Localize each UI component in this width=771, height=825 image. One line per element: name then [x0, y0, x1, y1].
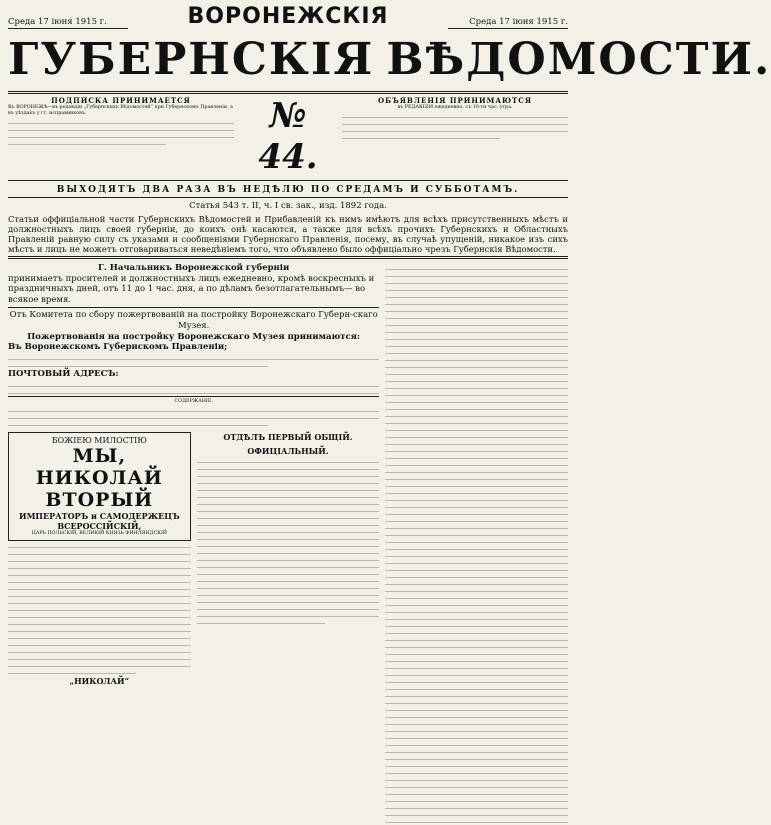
- date-right: Среда 17 іюня 1915 г.: [448, 17, 568, 29]
- manifesto-sub: ЦАРЬ ПОЛЬСКІЙ, ВЕЛИКІЙ КНЯЗЬ ФИНЛЯНДСКІЙ: [31, 530, 168, 536]
- title-right: ВѢДОМОСТИ.: [386, 34, 771, 85]
- postal-address-fineprint: [8, 382, 379, 394]
- contents-title: СОДЕРЖАНІЕ.: [174, 398, 213, 404]
- manifesto-text: [8, 543, 191, 674]
- divider: [8, 197, 568, 198]
- ads-right: [342, 96, 568, 178]
- manifesto-box: [8, 432, 191, 541]
- issue-number: № 44.: [258, 96, 318, 177]
- contents-fineprint: [8, 407, 379, 426]
- museum-place: Въ Воронежскомъ Губернскомъ Правленіи;: [8, 342, 228, 353]
- intro-text: Статьи оффиціальной части Губернскихъ Вѣдомостей и Прибавленій къ нимъ имѣютъ для всѣхъ присутственныхъ мѣстъ и должностныхъ лицъ своей губерніи, до коихъ онѣ касаются, а также для всѣхъ прочихъ Губернскихъ и Областныхъ Правленій равную силу съ указами и сообщеніями Губернскаго Правленія, посему, въ случаѣ упущеній, никакое изъ сихъ мѣстъ и лицъ не можетъ отговариваться неведѣніемъ того, что объявлено было оффиціально чрезъ Губернскія Вѣдомости.: [8, 213, 568, 254]
- date-left: Среда 17 іюня 1915 г.: [8, 17, 128, 29]
- masthead-topline: [8, 4, 568, 29]
- governor-notice-title: Г. Начальникъ Воронежской губерніи: [98, 262, 290, 273]
- body-columns: [8, 263, 568, 823]
- manifesto-name: МЫ, НИКОЛАЙ ВТОРЫЙ: [35, 444, 163, 511]
- subscription-fineprint: [8, 119, 234, 145]
- manifesto-signature: „НИКОЛАЙ“: [69, 675, 130, 686]
- divider: [8, 396, 379, 397]
- right-column-text: [385, 265, 568, 823]
- subscription-text: Въ ВОРОНЕЖѢ—въ редакціи „Губернскихъ Вѣдомостей“ при Губернскомъ Правленіи, а въ уѣздахъ у гг. исправниковъ.: [8, 105, 233, 116]
- museum-heading: Пожертвованія на постройку Воронежскаго Музея принимаются:: [27, 331, 361, 342]
- museum-fineprint: [8, 355, 379, 367]
- manifesto-column: [8, 428, 191, 686]
- department-column: [197, 428, 380, 686]
- statute-line: Статья 543 т. II, ч. I св. зак., изд. 1892 года.: [189, 200, 387, 211]
- department-section: ОТДѢЛЪ ПЕРВЫЙ ОБЩІЙ.: [223, 431, 353, 442]
- department-text: [197, 458, 380, 624]
- postal-address-title: ПОЧТОВЫЙ АДРЕСЪ:: [8, 368, 119, 379]
- divider: [8, 307, 379, 308]
- divider: [8, 180, 568, 181]
- manifesto-title: ИМПЕРАТОРЪ и САМОДЕРЖЕЦЪ ВСЕРОССІЙСКІЙ,: [19, 510, 180, 531]
- right-column: [385, 263, 568, 825]
- divider: [8, 91, 568, 94]
- subscription-left: [8, 96, 234, 178]
- governor-notice-text: принимаетъ просителей и должностныхъ лицъ ежедневно, кромѣ воскресныхъ и праздничныхъ дней, отъ 11 до 1 час. дня, а по дѣламъ безотлагательнымъ— во всякое время.: [8, 273, 375, 305]
- title-left: ГУБЕРНСКІЯ: [8, 34, 375, 85]
- ads-fineprint: [342, 113, 568, 139]
- subscription-strip: [8, 96, 568, 178]
- ads-title: ОБЪЯВЛЕНІЯ ПРИНИМАЮТСЯ: [377, 96, 532, 105]
- left-wide-block: [8, 263, 379, 825]
- subscription-title: ПОДПИСКА ПРИНИМАЕТСЯ: [51, 96, 191, 105]
- ads-text: въ РЕДАКЦІИ ежедневно, съ 10-ти час. утра.: [397, 105, 513, 110]
- museum-committee: Отъ Комитета по сбору пожертвованій на постройку Воронежскаго Губерн-скаго Музея.: [9, 310, 378, 332]
- department-official: ОФИЦІАЛЬНЫЙ.: [247, 445, 329, 456]
- title-top: ВОРОНЕЖСКІЯ: [187, 4, 389, 29]
- masthead: [8, 31, 771, 89]
- manifesto-grace: БОЖІЕЮ МИЛОСТІЮ: [51, 435, 147, 445]
- lower-columns: [8, 428, 379, 686]
- divider: [8, 256, 568, 259]
- schedule-headline: ВЫХОДЯТЪ ДВА РАЗА ВЪ НЕДѢЛЮ ПО СРЕДАМЪ И СУББОТАМЪ.: [56, 184, 520, 195]
